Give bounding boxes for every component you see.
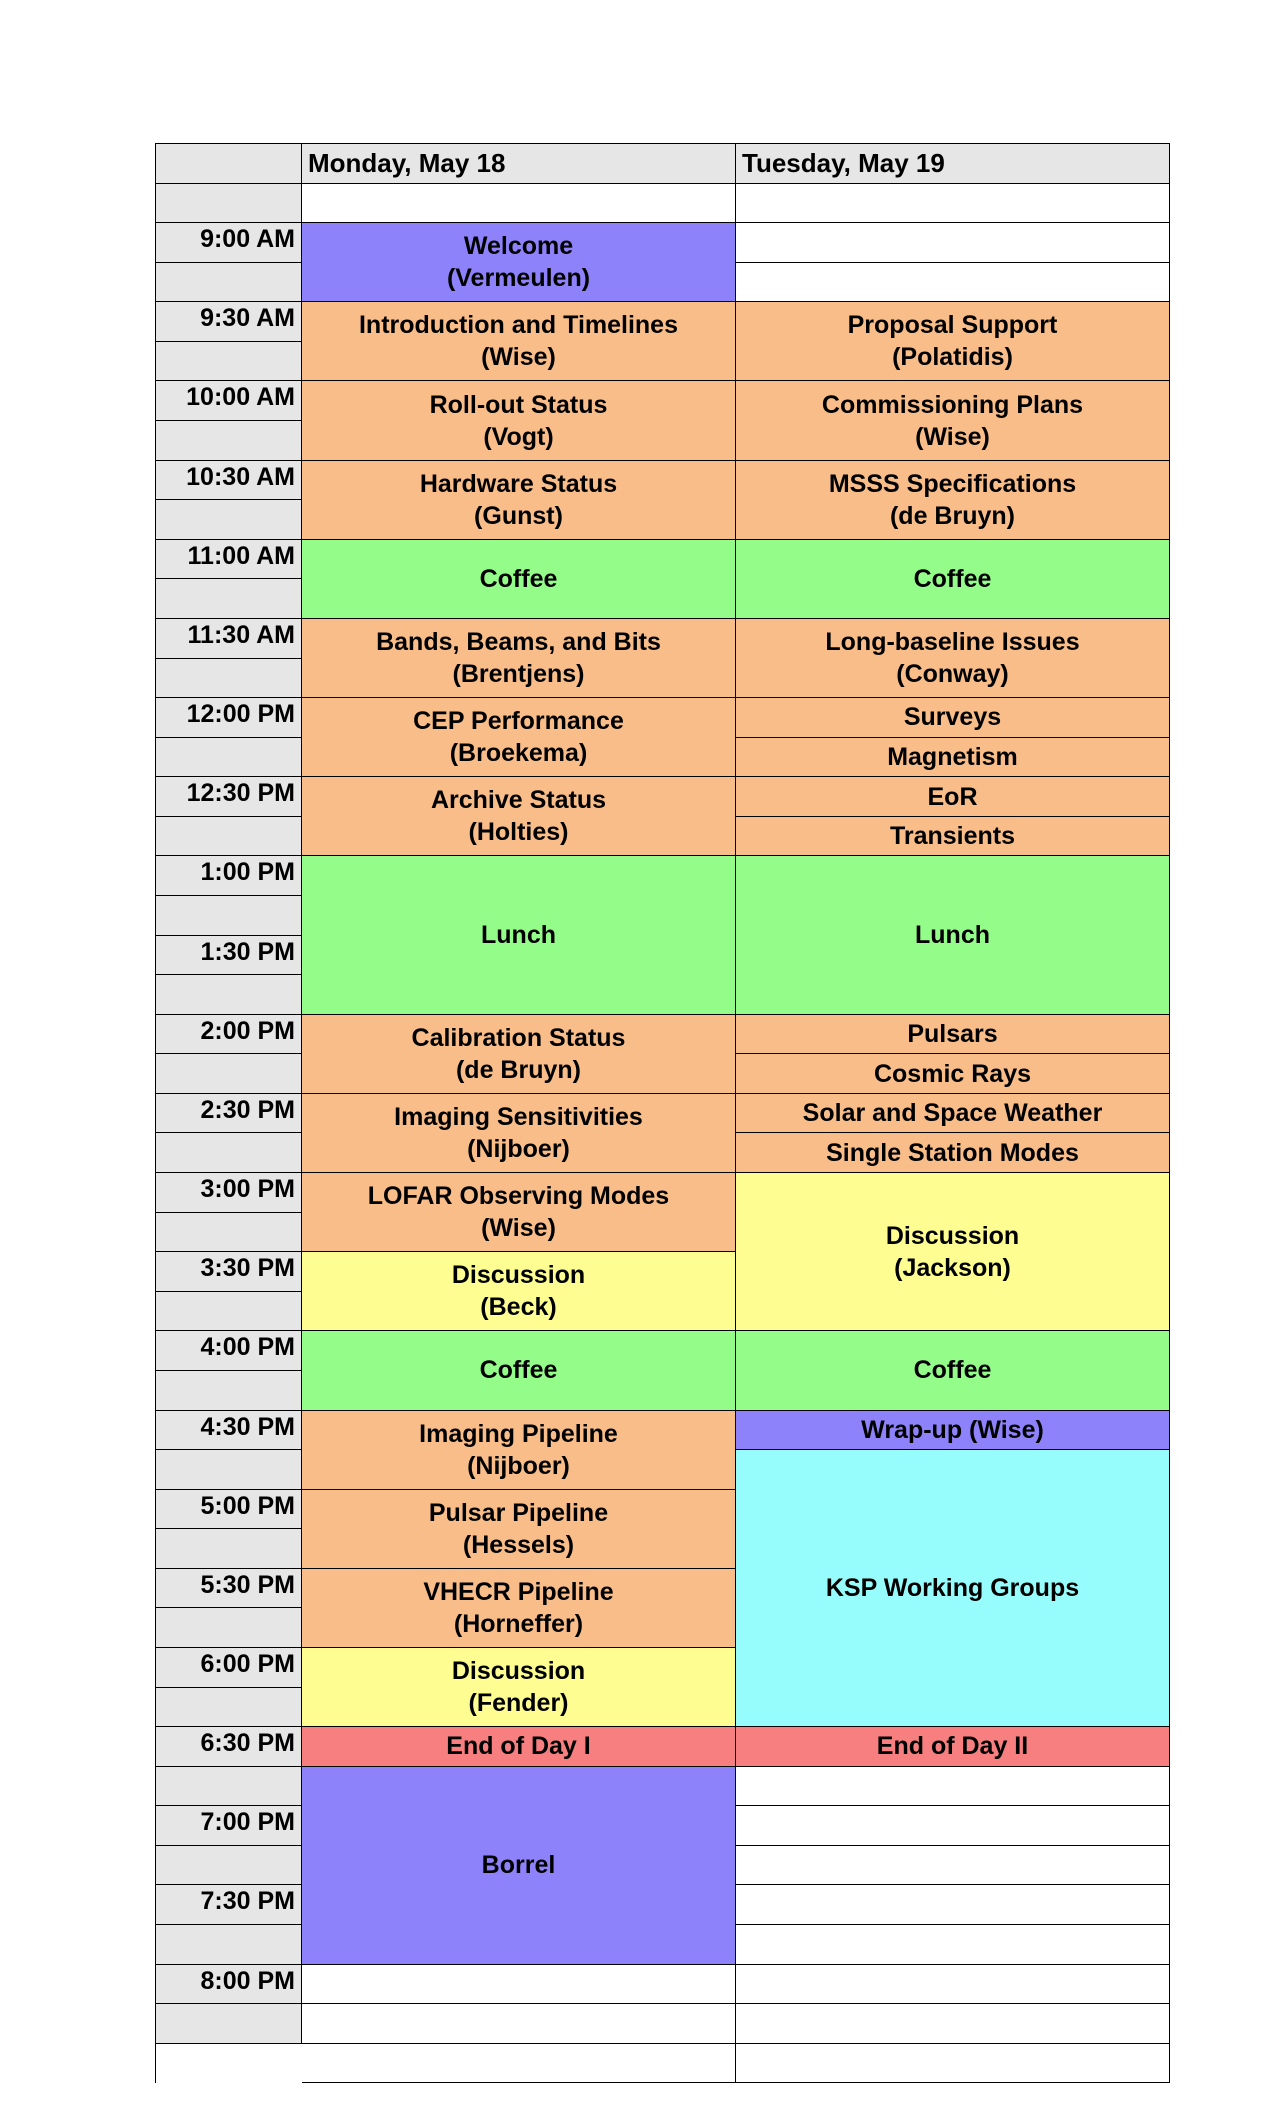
event-title: Hardware Status [419, 469, 618, 498]
tuesday-header: Tuesday, May 19 [736, 144, 1170, 184]
time-label: 11:30 AM [156, 619, 302, 659]
event-block [302, 619, 736, 698]
empty-cell [736, 1846, 1170, 1886]
event-block [302, 302, 736, 381]
event-speaker: (Jackson) [894, 1253, 1011, 1282]
time-half-slot [156, 1608, 302, 1648]
time-label: 3:30 PM [156, 1252, 302, 1292]
event-title: Discussion [451, 1261, 586, 1290]
event-block [736, 1133, 1170, 1173]
time-half-slot [156, 1213, 302, 1253]
event-block [302, 381, 736, 460]
event-block [302, 1648, 736, 1727]
empty-cell [736, 263, 1170, 303]
event-block [736, 777, 1170, 817]
empty-cell [736, 184, 1170, 224]
time-label: 10:30 AM [156, 461, 302, 501]
event-block [736, 1054, 1170, 1094]
event-block [736, 381, 1170, 460]
event-block [302, 777, 736, 856]
event-title: CEP Performance [413, 707, 624, 736]
event-block [302, 1727, 736, 1767]
event-title: VHECR Pipeline [423, 1577, 614, 1606]
time-half-slot [156, 1133, 302, 1173]
event-title: EoR [927, 782, 978, 811]
event-block [302, 540, 736, 619]
time-half-slot [156, 421, 302, 461]
time-label: 9:00 AM [156, 223, 302, 263]
event-block [736, 698, 1170, 738]
event-title: Pulsars [907, 1020, 998, 1048]
time-label: 2:00 PM [156, 1015, 302, 1055]
time-label: 7:30 PM [156, 1885, 302, 1925]
event-block [302, 1173, 736, 1252]
time-label: 7:00 PM [156, 1806, 302, 1846]
event-title: Borrel [481, 1851, 556, 1880]
time-label: 10:00 AM [156, 381, 302, 421]
time-label: 5:30 PM [156, 1569, 302, 1609]
event-block [302, 1015, 736, 1094]
time-half-slot [156, 1767, 302, 1807]
event-speaker: (Conway) [896, 660, 1009, 689]
event-title: Calibration Status [411, 1023, 626, 1052]
time-spacer [156, 184, 302, 224]
time-half-slot [156, 342, 302, 382]
empty-cell [736, 1925, 1170, 1965]
event-block [302, 1490, 736, 1569]
event-block [302, 1331, 736, 1410]
event-block [302, 1569, 736, 1648]
empty-cell [736, 2004, 1170, 2044]
empty-cell [736, 1767, 1170, 1807]
event-title: Bands, Beams, and Bits [376, 628, 661, 657]
event-title: Welcome [463, 232, 574, 261]
event-title: Archive Status [430, 786, 607, 815]
time-label: 6:30 PM [156, 1727, 302, 1767]
monday-header: Monday, May 18 [302, 144, 736, 184]
time-label: 8:00 PM [156, 1965, 302, 2005]
event-title: Cosmic Rays [873, 1059, 1032, 1088]
event-title: LOFAR Observing Modes [367, 1182, 670, 1211]
empty-cell [736, 223, 1170, 263]
event-block [736, 1331, 1170, 1410]
time-label: 11:00 AM [156, 540, 302, 580]
event-block [736, 856, 1170, 1014]
event-title: Coffee [913, 1356, 992, 1385]
empty-cell [736, 2044, 1170, 2084]
event-speaker: (Wise) [481, 1214, 556, 1243]
event-title: Wrap-up (Wise) [861, 1415, 1044, 1444]
event-speaker: (Beck) [480, 1293, 557, 1322]
empty-cell [302, 184, 736, 224]
empty-cell [736, 1806, 1170, 1846]
time-label: 12:30 PM [156, 777, 302, 817]
event-title: Commissioning Plans [821, 390, 1084, 419]
event-speaker: (Polatidis) [892, 343, 1013, 372]
time-label: 1:00 PM [156, 856, 302, 896]
event-speaker: (Gunst) [474, 501, 563, 530]
event-title: MSSS Specifications [828, 469, 1077, 498]
event-speaker: (Nijboer) [467, 1134, 570, 1163]
event-block [302, 856, 736, 1014]
time-half-slot [156, 1688, 302, 1728]
time-label: 12:00 PM [156, 698, 302, 738]
time-label: 5:00 PM [156, 1490, 302, 1530]
schedule-grid [155, 143, 1170, 2083]
event-title: Imaging Pipeline [419, 1419, 618, 1448]
event-block [302, 1411, 736, 1490]
event-block [736, 817, 1170, 857]
event-title: Lunch [915, 921, 990, 950]
event-title: End of Day I [446, 1732, 591, 1761]
event-title: Solar and Space Weather [802, 1099, 1103, 1128]
time-half-slot [156, 1925, 302, 1965]
time-label: 4:30 PM [156, 1411, 302, 1451]
event-title: KSP Working Groups [825, 1574, 1080, 1603]
time-label: 4:00 PM [156, 1331, 302, 1371]
event-title: Imaging Sensitivities [394, 1102, 643, 1131]
time-half-slot [156, 896, 302, 936]
event-speaker: (Vogt) [483, 422, 554, 451]
event-title: Coffee [479, 1356, 558, 1385]
event-block [736, 1173, 1170, 1331]
event-title: Transients [889, 822, 1016, 851]
event-title: Coffee [913, 564, 992, 593]
event-title: Pulsar Pipeline [428, 1498, 609, 1527]
event-speaker: (Wise) [915, 422, 990, 451]
empty-cell [736, 1885, 1170, 1925]
event-block [302, 1252, 736, 1331]
event-speaker: (Brentjens) [452, 660, 585, 689]
time-label: 1:30 PM [156, 936, 302, 976]
time-label: 3:00 PM [156, 1173, 302, 1213]
time-half-slot [156, 500, 302, 540]
event-title: Single Station Modes [826, 1138, 1079, 1167]
time-half-slot [156, 1450, 302, 1490]
time-half-slot [156, 1529, 302, 1569]
event-block [736, 461, 1170, 540]
event-speaker: (Vermeulen) [446, 264, 591, 293]
time-half-slot [156, 1846, 302, 1886]
time-half-slot [156, 2004, 302, 2044]
empty-cell [736, 1965, 1170, 2005]
empty-cell [302, 2044, 736, 2084]
time-half-slot [156, 579, 302, 619]
event-speaker: (Fender) [468, 1689, 569, 1718]
schedule-table [155, 143, 1169, 2043]
time-half-slot [156, 659, 302, 699]
event-title: Long-baseline Issues [825, 628, 1080, 657]
event-title: Discussion [885, 1221, 1020, 1250]
event-block [736, 1015, 1170, 1055]
time-half-slot [156, 263, 302, 303]
time-half-slot [156, 1371, 302, 1411]
event-title: Surveys [903, 703, 1002, 732]
event-title: Introduction and Timelines [358, 311, 678, 340]
event-title: Magnetism [887, 742, 1018, 771]
event-block [736, 1411, 1170, 1451]
event-block [302, 461, 736, 540]
event-block [736, 302, 1170, 381]
time-half-slot [156, 738, 302, 778]
event-block [302, 698, 736, 777]
time-half-slot [156, 975, 302, 1015]
time-label: 6:00 PM [156, 1648, 302, 1688]
event-block [736, 1727, 1170, 1767]
event-title: Roll-out Status [429, 390, 608, 419]
event-speaker: (Horneffer) [453, 1609, 584, 1638]
empty-cell [302, 1965, 736, 2005]
event-title: Proposal Support [847, 311, 1058, 340]
event-block [302, 1767, 736, 1965]
time-label: 9:30 AM [156, 302, 302, 342]
event-speaker: (Nijboer) [467, 1451, 570, 1480]
event-speaker: (de Bruyn) [889, 501, 1015, 530]
event-block [302, 1094, 736, 1173]
event-title: Lunch [481, 921, 556, 950]
event-speaker: (Holties) [468, 818, 569, 847]
event-speaker: (Broekema) [449, 739, 588, 768]
event-block [736, 540, 1170, 619]
event-block [736, 1450, 1170, 1727]
event-block [736, 619, 1170, 698]
event-speaker: (Hessels) [462, 1530, 575, 1559]
event-block [302, 223, 736, 302]
time-label: 2:30 PM [156, 1094, 302, 1134]
time-half-slot [156, 817, 302, 857]
empty-cell [302, 2004, 736, 2044]
event-block [736, 1094, 1170, 1134]
event-speaker: (Wise) [481, 343, 556, 372]
event-title: End of Day II [876, 1732, 1029, 1761]
event-speaker: (de Bruyn) [455, 1055, 581, 1084]
corner-cell [156, 144, 302, 184]
event-block [736, 738, 1170, 778]
time-half-slot [156, 1054, 302, 1094]
time-half-slot [156, 1292, 302, 1332]
event-title: Coffee [479, 564, 558, 593]
event-title: Discussion [451, 1657, 586, 1686]
